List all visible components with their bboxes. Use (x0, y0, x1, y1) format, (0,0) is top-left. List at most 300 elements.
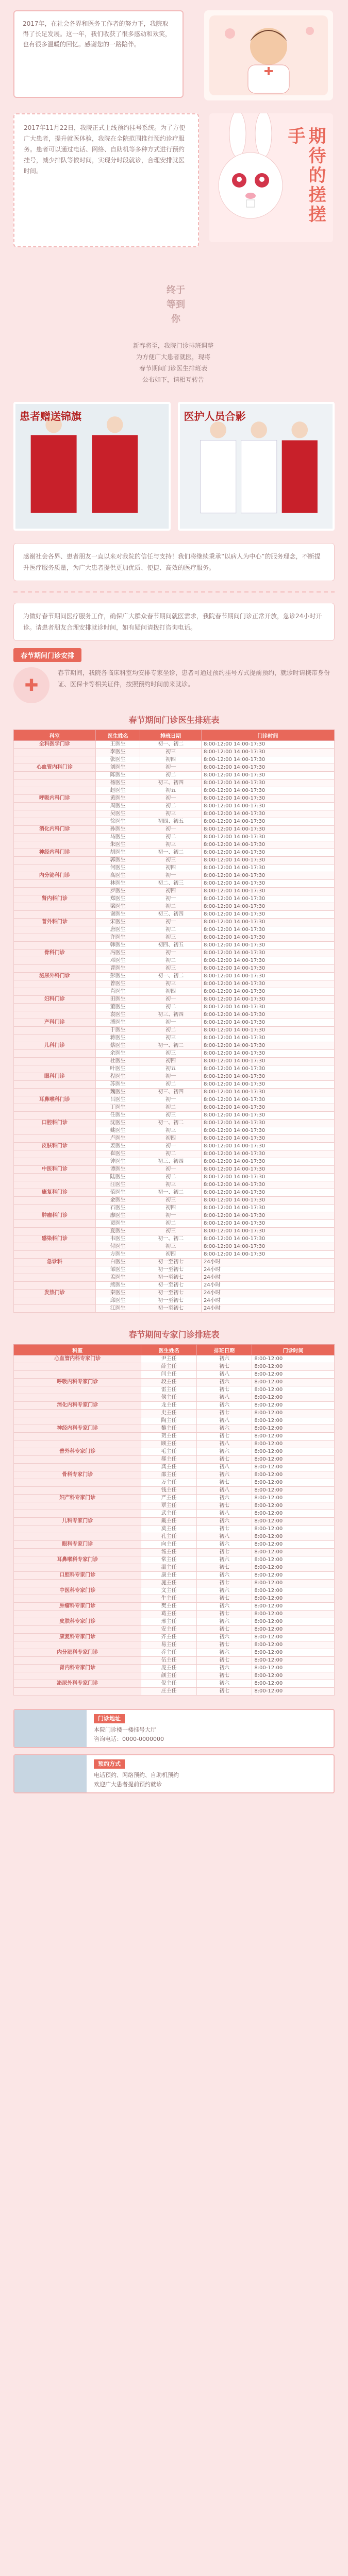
cell-time: 8:00-12:00 (252, 1433, 335, 1440)
cell-date: 初三 (140, 841, 202, 849)
table-row (14, 1089, 335, 1096)
cell-name: 曹医生 (95, 965, 140, 973)
rabbit-banner (209, 113, 333, 242)
cell-name: 文主任 (141, 1587, 196, 1595)
photo-caption: 医护人员合影 (184, 410, 246, 422)
cell-dept (14, 756, 96, 764)
cell-name: 韩医生 (95, 942, 140, 950)
cell-time: 8:00-12:00 14:00-17:30 (201, 779, 334, 787)
photo-caption: 患者赠送锦旗 (20, 410, 81, 422)
cell-dept (14, 810, 96, 818)
table-row (14, 1135, 335, 1143)
footer-text (87, 1755, 334, 1792)
table-row (14, 1027, 335, 1035)
cell-time: 8:00-12:00 14:00-17:30 (201, 1073, 334, 1081)
cell-name: 任医生 (95, 1112, 140, 1120)
cell-name: 杜医生 (95, 1058, 140, 1065)
cell-dept (14, 749, 96, 756)
cell-dept (14, 934, 96, 942)
cell-name: 顾主任 (141, 1440, 196, 1448)
cell-dept: 眼科门诊 (14, 1073, 96, 1081)
cell-time: 24小时 (201, 1290, 334, 1297)
cell-dept (14, 1580, 141, 1587)
cell-dept: 中医科专家门诊 (14, 1587, 141, 1595)
cell-name: 尹主任 (141, 1355, 196, 1363)
cell-name: 朱医生 (95, 841, 140, 849)
table-row (14, 1081, 335, 1089)
cell-date: 初六 (196, 1402, 252, 1410)
cell-name: 康主任 (141, 1572, 196, 1580)
cell-name: 何医生 (95, 865, 140, 872)
cell-time: 8:00-12:00 14:00-17:30 (201, 1120, 334, 1127)
cell-time: 8:00-12:00 (252, 1417, 335, 1425)
cell-time: 8:00-12:00 14:00-17:30 (201, 903, 334, 911)
table-row (14, 1410, 335, 1417)
cell-name: 贾医生 (95, 1220, 140, 1228)
cell-time: 8:00-12:00 14:00-17:30 (201, 741, 334, 749)
cell-dept: 口腔科专家门诊 (14, 1572, 141, 1580)
cell-time: 8:00-12:00 14:00-17:30 (201, 772, 334, 779)
cell-time: 8:00-12:00 (252, 1487, 335, 1495)
cell-date: 初二 (140, 1027, 202, 1035)
cell-time: 8:00-12:00 14:00-17:30 (201, 1127, 334, 1135)
table-row (14, 872, 335, 880)
cell-time: 8:00-12:00 14:00-17:30 (201, 826, 334, 834)
table-row (14, 1104, 335, 1112)
cell-time: 8:00-12:00 (252, 1680, 335, 1688)
cell-name: 安主任 (141, 1626, 196, 1634)
cell-time: 8:00-12:00 (252, 1456, 335, 1464)
table-row (14, 1456, 335, 1464)
cell-dept: 骨科专家门诊 (14, 1471, 141, 1479)
cell-time: 8:00-12:00 14:00-17:30 (201, 810, 334, 818)
cell-name: 潘医生 (95, 1019, 140, 1027)
cell-date: 初七 (196, 1502, 252, 1510)
cell-time: 8:00-12:00 14:00-17:30 (201, 1112, 334, 1120)
cell-dept (14, 1127, 96, 1135)
table-row (14, 749, 335, 756)
cell-name: 龚主任 (141, 1464, 196, 1471)
cell-date: 初六 (196, 1572, 252, 1580)
cell-dept (14, 1526, 141, 1533)
cell-date: 初一至初七 (140, 1305, 202, 1313)
cell-date: 初一 (140, 1212, 202, 1220)
cell-dept (14, 1502, 141, 1510)
cell-dept (14, 1158, 96, 1166)
cell-dept: 感染科门诊 (14, 1235, 96, 1243)
cell-time: 8:00-12:00 (252, 1672, 335, 1680)
cell-time: 24小时 (201, 1259, 334, 1266)
footer-line: 咨询电话：0000-0000000 (94, 1736, 164, 1742)
table-row (14, 1402, 335, 1410)
table-row (14, 880, 335, 888)
teaser-mark-top: 终于 (167, 285, 185, 296)
cell-date: 初四 (140, 756, 202, 764)
table-row (14, 826, 335, 834)
cell-name: 黄医生 (95, 795, 140, 803)
cell-dept (14, 1479, 141, 1487)
cell-time: 8:00-12:00 14:00-17:30 (201, 988, 334, 996)
cell-dept (14, 1363, 141, 1371)
cell-date: 初六 (196, 1603, 252, 1611)
cell-time: 24小时 (201, 1282, 334, 1290)
cell-name: 贺主任 (141, 1433, 196, 1440)
cell-time: 8:00-12:00 14:00-17:30 (201, 942, 334, 950)
table-row (14, 1518, 335, 1526)
cell-date: 初三、初四 (140, 1089, 202, 1096)
cell-date: 初八 (196, 1440, 252, 1448)
divider (13, 591, 335, 592)
cell-time: 8:00-12:00 (252, 1386, 335, 1394)
cell-time: 8:00-12:00 (252, 1425, 335, 1433)
cell-dept (14, 1626, 141, 1634)
cell-time: 8:00-12:00 14:00-17:30 (201, 1158, 334, 1166)
cell-date: 初一、初二 (140, 1120, 202, 1127)
cell-name: 余医生 (95, 1050, 140, 1058)
teaser-mark (153, 283, 199, 330)
table-row (14, 1282, 335, 1290)
cell-dept (14, 942, 96, 950)
cell-date: 初一至初七 (140, 1259, 202, 1266)
cell-name: 蒋医生 (95, 1035, 140, 1042)
cell-dept (14, 1050, 96, 1058)
cell-name: 夏医生 (95, 1228, 140, 1235)
cell-dept: 普外科门诊 (14, 919, 96, 926)
table-row (14, 996, 335, 1004)
cell-dept (14, 1410, 141, 1417)
cell-date: 初六 (196, 1518, 252, 1526)
cell-time: 8:00-12:00 (252, 1665, 335, 1672)
cell-name: 赵医生 (95, 787, 140, 795)
cell-name: 常主任 (141, 1556, 196, 1564)
cell-name: 卢医生 (95, 1135, 140, 1143)
cell-date: 初三 (140, 810, 202, 818)
cell-time: 8:00-12:00 14:00-17:30 (201, 1166, 334, 1174)
cell-date: 初二 (140, 903, 202, 911)
cell-dept (14, 1220, 96, 1228)
cell-dept: 儿科专家门诊 (14, 1518, 141, 1526)
table-row (14, 1274, 335, 1282)
cell-time: 8:00-12:00 (252, 1402, 335, 1410)
cell-time: 8:00-12:00 (252, 1572, 335, 1580)
cell-dept (14, 779, 96, 787)
cell-name: 袁医生 (95, 1011, 140, 1019)
cell-date: 初七 (196, 1386, 252, 1394)
cell-name: 谢医生 (95, 911, 140, 919)
cell-date: 初一至初七 (140, 1282, 202, 1290)
cell-date: 初八 (196, 1533, 252, 1541)
cell-name: 高医生 (95, 872, 140, 880)
cell-date: 初一 (140, 996, 202, 1004)
schedule-title: 春节期间门诊医生排班表 (128, 715, 220, 725)
table-row (14, 903, 335, 911)
cell-name: 汪医生 (95, 1181, 140, 1189)
cell-name: 倪主任 (141, 1680, 196, 1688)
cell-time: 8:00-12:00 (252, 1464, 335, 1471)
cell-time: 8:00-12:00 14:00-17:30 (201, 818, 334, 826)
table-row (14, 1166, 335, 1174)
cell-date: 初四 (140, 1251, 202, 1259)
cell-dept (14, 772, 96, 779)
intro-card-2 (13, 113, 199, 247)
cell-dept (14, 1150, 96, 1158)
table-row (14, 980, 335, 988)
table-row (14, 1243, 335, 1251)
cell-name: 姜医生 (95, 1143, 140, 1150)
cell-dept: 呼吸内科专家门诊 (14, 1379, 141, 1386)
table-row (14, 1580, 335, 1587)
cell-dept (14, 1533, 141, 1541)
cell-dept (14, 1672, 141, 1680)
table-row (14, 818, 335, 826)
table-row (14, 1564, 335, 1572)
cell-name: 魏医生 (95, 1089, 140, 1096)
cell-time: 8:00-12:00 (252, 1641, 335, 1649)
table-row (14, 1158, 335, 1166)
table-row (14, 957, 335, 965)
table-row (14, 1371, 335, 1379)
table-row (14, 787, 335, 795)
cell-name: 陆医生 (95, 1174, 140, 1181)
table-row (14, 1386, 335, 1394)
cell-name: 范医生 (95, 1189, 140, 1197)
cell-name: 樊主任 (141, 1603, 196, 1611)
cell-name: 闫主任 (141, 1371, 196, 1379)
cell-dept (14, 1058, 96, 1065)
cell-name: 田医生 (95, 996, 140, 1004)
page (0, 10, 348, 1809)
cell-dept: 肾内科专家门诊 (14, 1665, 141, 1672)
cell-date: 初八 (196, 1464, 252, 1471)
cell-time: 8:00-12:00 14:00-17:30 (201, 1058, 334, 1065)
cell-dept: 骨科门诊 (14, 950, 96, 957)
cell-date: 初六 (196, 1634, 252, 1641)
cell-dept: 神经内科门诊 (14, 849, 96, 857)
table-row (14, 1220, 335, 1228)
cell-name: 葛主任 (141, 1611, 196, 1618)
table-row (14, 1549, 335, 1556)
cell-name: 郭医生 (95, 857, 140, 865)
cell-name: 白医生 (95, 1259, 140, 1266)
cell-date: 初五 (140, 787, 202, 795)
cell-name: 覃主任 (141, 1502, 196, 1510)
table-row (14, 973, 335, 980)
cell-dept (14, 1197, 96, 1205)
table-row (14, 1042, 335, 1050)
table-row (14, 1305, 335, 1313)
cell-date: 初一至初七 (140, 1290, 202, 1297)
cell-name: 庄主任 (141, 1688, 196, 1696)
cell-date: 初一、初二 (140, 741, 202, 749)
cell-name: 程医生 (95, 1073, 140, 1081)
cell-dept: 产科门诊 (14, 1019, 96, 1027)
cell-name: 许医生 (95, 934, 140, 942)
table-row (14, 1120, 335, 1127)
cell-time: 8:00-12:00 14:00-17:30 (201, 934, 334, 942)
cell-date: 初一、初二 (140, 1042, 202, 1050)
cell-name: 谭医生 (95, 1166, 140, 1174)
cell-date: 初四 (140, 888, 202, 895)
cell-date: 初六 (196, 1448, 252, 1456)
cell-dept (14, 1297, 96, 1305)
cell-name: 徐医生 (95, 818, 140, 826)
cell-time: 8:00-12:00 14:00-17:30 (201, 1235, 334, 1243)
cell-time: 8:00-12:00 14:00-17:30 (201, 996, 334, 1004)
teaser-line: 春节期间门诊医生排班表 (139, 365, 207, 372)
cell-name: 龙主任 (141, 1402, 196, 1410)
cell-time: 8:00-12:00 (252, 1618, 335, 1626)
cell-date: 初一 (140, 895, 202, 903)
cell-name: 邢主任 (141, 1618, 196, 1626)
cell-time: 8:00-12:00 14:00-17:30 (201, 872, 334, 880)
table-row (14, 857, 335, 865)
cell-date: 初三 (140, 1035, 202, 1042)
cell-name: 陈医生 (95, 772, 140, 779)
thanks-text (13, 543, 335, 581)
schedule2-header: 门诊时间 (252, 1345, 335, 1355)
cell-dept: 全科医学门诊 (14, 741, 96, 749)
cell-time: 8:00-12:00 14:00-17:30 (201, 1174, 334, 1181)
cell-date: 初一 (140, 950, 202, 957)
cell-name: 钱主任 (141, 1487, 196, 1495)
footer-text (87, 1710, 334, 1747)
cell-date: 初一至初七 (140, 1274, 202, 1282)
teaser-line: 公布如下，请相互转告 (142, 376, 204, 383)
cell-dept (14, 1174, 96, 1181)
cell-dept: 康复科门诊 (14, 1189, 96, 1197)
cell-time: 8:00-12:00 14:00-17:30 (201, 841, 334, 849)
cell-date: 初三 (140, 934, 202, 942)
cell-time: 8:00-12:00 (252, 1634, 335, 1641)
cell-date: 初四、初五 (140, 942, 202, 950)
cell-date: 初一 (140, 1019, 202, 1027)
table-row (14, 942, 335, 950)
table-row (14, 1355, 335, 1363)
cell-date: 初七 (196, 1410, 252, 1417)
table-row (14, 795, 335, 803)
cell-time: 8:00-12:00 (252, 1510, 335, 1518)
cell-date: 初一至初七 (140, 1297, 202, 1305)
photo-banner-2 (178, 402, 335, 531)
cell-time: 8:00-12:00 14:00-17:30 (201, 957, 334, 965)
cell-date: 初二 (140, 1174, 202, 1181)
cell-name: 齐主任 (141, 1634, 196, 1641)
cell-date: 初四 (140, 1205, 202, 1212)
cell-name: 董医生 (95, 1004, 140, 1011)
cell-time: 8:00-12:00 (252, 1533, 335, 1541)
cell-name: 刘医生 (95, 764, 140, 772)
cell-time: 8:00-12:00 14:00-17:30 (201, 880, 334, 888)
cell-name: 林医生 (95, 880, 140, 888)
cell-dept: 口腔科门诊 (14, 1120, 96, 1127)
table-row (14, 926, 335, 934)
cell-dept (14, 1266, 96, 1274)
cell-time: 8:00-12:00 14:00-17:30 (201, 857, 334, 865)
cell-time: 8:00-12:00 (252, 1649, 335, 1657)
cell-dept (14, 1641, 141, 1649)
cell-time: 8:00-12:00 14:00-17:30 (201, 834, 334, 841)
table-row (14, 1379, 335, 1386)
cell-name: 马医生 (95, 834, 140, 841)
cell-dept: 妇产科专家门诊 (14, 1495, 141, 1502)
table-row (14, 965, 335, 973)
cell-date: 初四 (140, 988, 202, 996)
cell-date: 初六 (196, 1665, 252, 1672)
cell-time: 8:00-12:00 (252, 1479, 335, 1487)
cell-name: 莫主任 (141, 1526, 196, 1533)
cell-dept (14, 787, 96, 795)
cell-dept (14, 834, 96, 841)
table-row (14, 1433, 335, 1440)
cell-time: 8:00-12:00 (252, 1603, 335, 1611)
cell-date: 初一、初二 (140, 849, 202, 857)
cell-time: 8:00-12:00 14:00-17:30 (201, 1019, 334, 1027)
section-tag: 春节期间门诊安排 (13, 648, 81, 662)
cell-date: 初七 (196, 1479, 252, 1487)
cell-dept (14, 1282, 96, 1290)
cell-dept (14, 1386, 141, 1394)
cell-name: 万主任 (141, 1479, 196, 1487)
cell-date: 初七 (196, 1595, 252, 1603)
cell-name: 雷主任 (141, 1386, 196, 1394)
cell-date: 初三 (140, 1112, 202, 1120)
cell-date: 初一 (140, 919, 202, 926)
schedule2-header: 排班日期 (196, 1345, 252, 1355)
cell-date: 初七 (196, 1363, 252, 1371)
cell-dept (14, 1464, 141, 1471)
cell-name: 张医生 (95, 756, 140, 764)
table-row (14, 1587, 335, 1595)
notice-box (13, 603, 335, 641)
cell-dept (14, 1004, 96, 1011)
hospital-building-image (14, 1755, 87, 1792)
cell-name: 付医生 (95, 1243, 140, 1251)
cell-dept: 普外科专家门诊 (14, 1448, 141, 1456)
cell-dept (14, 1549, 141, 1556)
cell-time: 8:00-12:00 14:00-17:30 (201, 1181, 334, 1189)
cell-time: 8:00-12:00 14:00-17:30 (201, 1135, 334, 1143)
cell-date: 初二 (140, 772, 202, 779)
cell-time: 8:00-12:00 14:00-17:30 (201, 919, 334, 926)
cell-time: 8:00-12:00 (252, 1657, 335, 1665)
cell-date: 初一至初七 (140, 1266, 202, 1274)
cell-date: 初四 (140, 865, 202, 872)
table-row (14, 1603, 335, 1611)
cell-dept (14, 911, 96, 919)
cell-dept: 肿瘤科门诊 (14, 1212, 96, 1220)
table-row (14, 1112, 335, 1120)
cell-time: 8:00-12:00 (252, 1556, 335, 1564)
schedule-header-row (14, 730, 335, 741)
cell-dept: 耳鼻喉科门诊 (14, 1096, 96, 1104)
cell-dept (14, 1089, 96, 1096)
cell-date: 初一、初二 (140, 1235, 202, 1243)
table-row (14, 1394, 335, 1402)
cell-time: 24小时 (201, 1297, 334, 1305)
cell-time: 8:00-12:00 (252, 1595, 335, 1603)
cell-time: 8:00-12:00 14:00-17:30 (201, 1243, 334, 1251)
cell-name: 郑医生 (95, 895, 140, 903)
table-row (14, 1251, 335, 1259)
table-row (14, 1259, 335, 1266)
table-row (14, 756, 335, 764)
table-row (14, 1425, 335, 1433)
cell-dept (14, 1456, 141, 1464)
cell-date: 初三、初四 (140, 1158, 202, 1166)
table-row (14, 1634, 335, 1641)
cell-name: 邵主任 (141, 1471, 196, 1479)
cell-dept (14, 841, 96, 849)
